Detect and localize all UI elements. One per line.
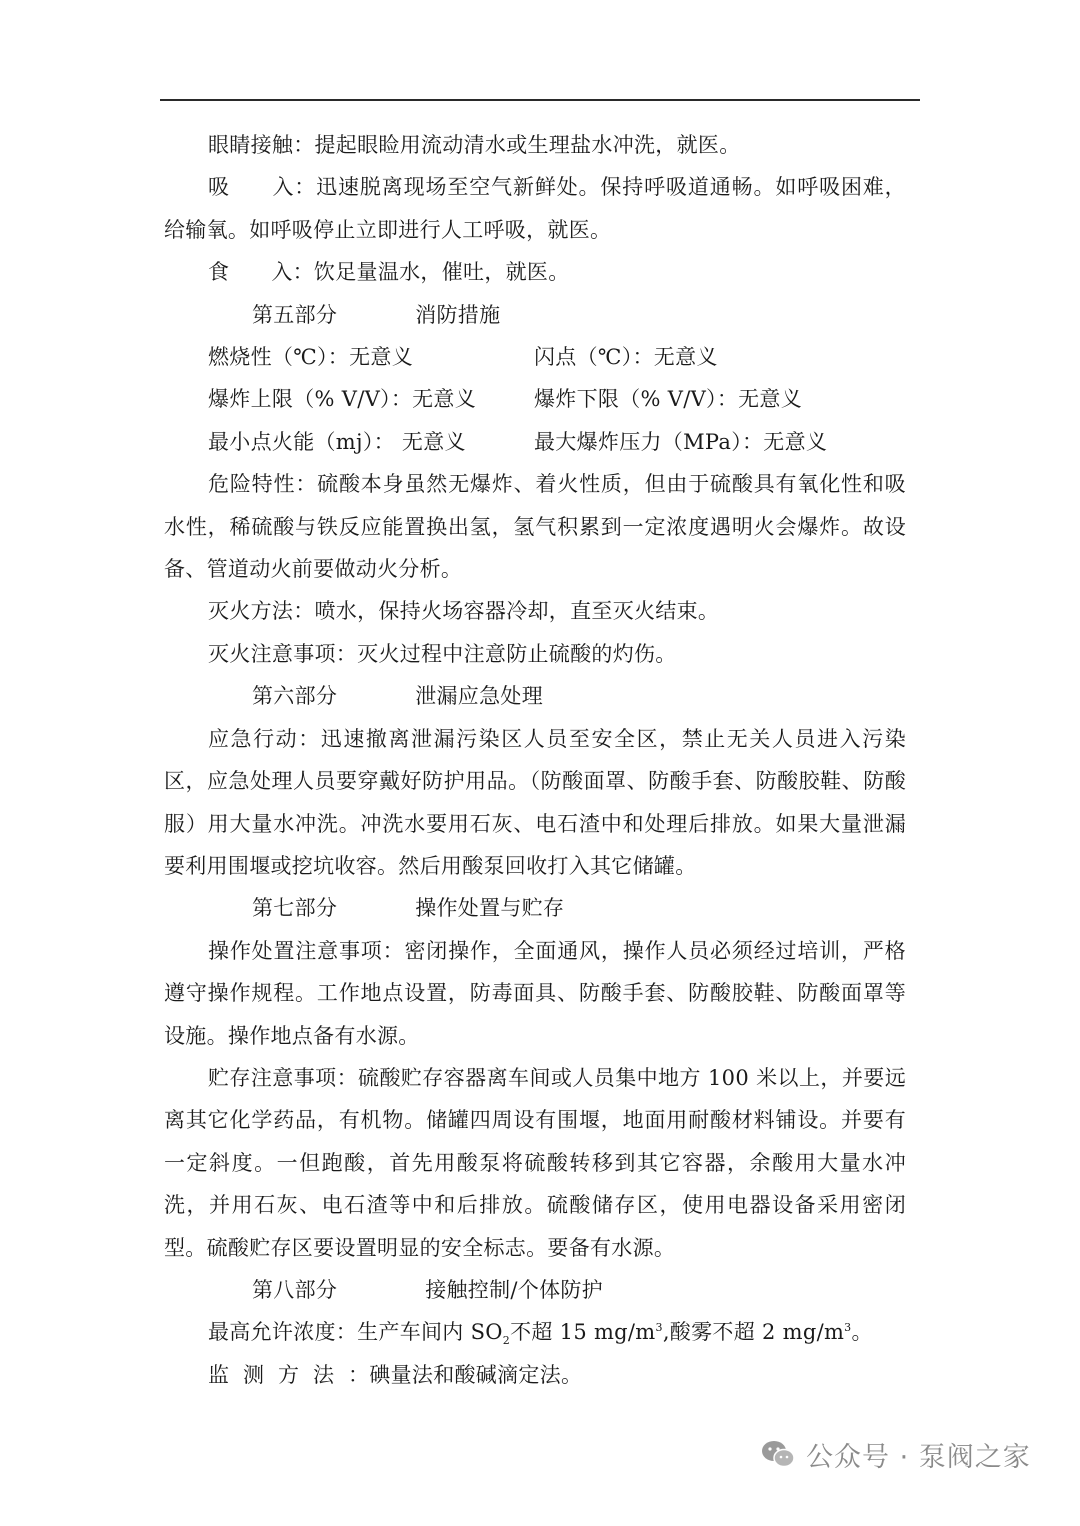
ingestion-label: 食 — [208, 260, 230, 285]
wechat-icon — [760, 1438, 796, 1470]
max-conc-part1: 最高允许浓度：生产车间内 SO — [208, 1320, 503, 1345]
document-body — [164, 124, 906, 1396]
monitoring-method — [164, 1354, 906, 1396]
eye-contact-line: 眼睛接触：提起眼睑用流动清水或生理盐水冲洗，就医。 — [208, 133, 741, 157]
flash-point: 闪点（℃）：无意义 — [534, 345, 718, 370]
emergency-action: 应急行动：迅速撤离泄漏污染区人员至安全区，禁止无关人员进入污染区，应急处理人员要穿戴好防护用品。（防酸面罩、防酸手套、防酸胶鞋、防酸服）用大量水冲洗。冲洗水要用石灰、电石渣中和处理后排放。如果大量泄漏要利用围堰或挖坑收容。然后用酸泵回收打入其它储罐。 — [164, 726, 906, 878]
inhalation-label-2: 入： — [271, 175, 317, 200]
watermark — [760, 1432, 1031, 1476]
ingestion-label-2: 入： — [271, 260, 314, 285]
section-6-number: 第六部分 — [252, 684, 338, 709]
upper-explosion-limit: 爆炸上限（% V/V）：无意义 — [208, 387, 477, 412]
max-allowed-concentration — [164, 1311, 906, 1353]
section-8-heading — [164, 1269, 906, 1311]
ingestion-line — [164, 251, 906, 293]
max-conc-part3: ,酸雾不超 2 mg/m — [662, 1320, 845, 1345]
section-6-title: 泄漏应急处理 — [415, 684, 544, 709]
monitoring-text: ：碘量法和酸碱滴定法。 — [348, 1362, 583, 1387]
section-5-title: 消防措施 — [415, 302, 501, 327]
section-8-title: 接触控制/个体防护 — [425, 1277, 603, 1302]
inhalation-label: 吸 — [208, 175, 230, 200]
operation-notes: 操作处置注意事项：密闭操作，全面通风，操作人员必须经过培训，严格遵守操作规程。工作地点设置，防毒面具、防酸手套、防酸胶鞋、防酸面罩等设施。操作地点备有水源。 — [164, 938, 906, 1048]
unit-superscript-1: 3 — [655, 1321, 663, 1335]
section-6-heading — [164, 675, 906, 717]
section-8-number: 第八部分 — [252, 1277, 338, 1302]
watermark-text: 公众号 · 泵阀之家 — [806, 1441, 1031, 1473]
hazard-characteristics: 危险特性：硫酸本身虽然无爆炸、着火性质，但由于硫酸具有氧化性和吸水性，稀硫酸与铁反应能置换出氢，氢气积累到一定浓度遇明火会爆炸。故设备、管道动火前要做动火分析。 — [164, 472, 906, 582]
inhalation-line — [164, 166, 906, 251]
section-7-title: 操作处置与贮存 — [415, 896, 565, 921]
unit-superscript-2: 3 — [844, 1321, 852, 1335]
max-explosion-pressure: 最大爆炸压力（MPa）：无意义 — [534, 429, 828, 454]
section-7-heading — [164, 887, 906, 929]
max-conc-part2: 不超 15 mg/m — [510, 1320, 656, 1345]
section-5-heading — [164, 294, 906, 336]
max-conc-part4: 。 — [851, 1320, 873, 1345]
ignition-row — [164, 421, 906, 463]
explosion-limits-row — [164, 378, 906, 420]
section-7-number: 第七部分 — [252, 896, 338, 921]
lower-explosion-limit: 爆炸下限（% V/V）：无意义 — [534, 387, 803, 412]
extinguishing-notes: 灭火注意事项：灭火过程中注意防止硫酸的灼伤。 — [208, 641, 677, 666]
so2-subscript: 2 — [502, 1334, 511, 1348]
inhalation-text: 迅速脱离现场至空气新鲜处。保持呼吸道通畅。如呼吸困难，给输氧。如呼吸停止立即进行人工呼吸，就医。 — [164, 175, 906, 242]
min-ignition-energy: 最小点火能（mj）： 无意义 — [208, 429, 466, 454]
monitoring-label: 监测方法 — [208, 1362, 348, 1387]
ingestion-text: 饮足量温水，催吐，就医。 — [313, 260, 570, 285]
flammability: 燃烧性（℃）：无意义 — [208, 345, 413, 370]
flammability-row — [164, 336, 906, 378]
section-5-number: 第五部分 — [252, 302, 338, 327]
storage-notes: 贮存注意事项：硫酸贮存容器离车间或人员集中地方 100 米以上，并要远离其它化学药品，有机物。储罐四周设有围堰，地面用耐酸材料铺设。并要有一定斜度。一但跑酸，首先用酸泵将硫酸转移到其它容器，余酸用大量水冲洗，并用石灰、电石渣等中和后排放。硫酸储存区，使用电器设备采用密闭型。硫酸贮存区要设置明显的安全标志。要备有水源。 — [164, 1065, 906, 1260]
header-rule — [160, 99, 920, 101]
extinguishing-method: 灭火方法：喷水，保持火场容器冷却，直至灭火结束。 — [208, 599, 720, 624]
